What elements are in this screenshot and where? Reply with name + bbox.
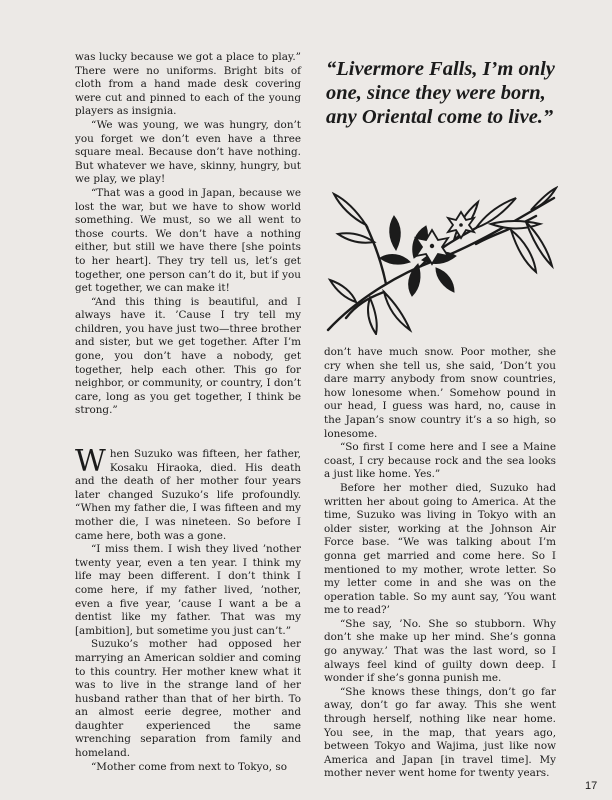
left-column-top bbox=[75, 51, 301, 418]
paragraph: Suzuko’s mother had opposed her marrying an American soldier and coming to this country. Her mother knew what it was to live in the strange land of her husband rather than that of her birth. To an almost eerie degree, mother and daughter experienced the same wrenching separation from family and homeland. bbox=[75, 638, 301, 760]
paragraph: Before her mother died, Suzuko had written her about going to America. At the time, Suzuko was living in Tokyo with an older sister, working at the Johnson Air Force base. “We was talking about I’m gonna get married and come here. So I mentioned to my mother, wrote letter. So my letter come in and she was on the operation table. So my aunt say, ’You want me to read?’ bbox=[324, 481, 556, 617]
paragraph: “That was a good in Japan, because we lost the war, but we have to show world something. We must, so we all went to those courts. We don’t have a nothing either, but still we have there [she points to her heart]. They try tell us, let’s get together, one person can’t do it, but if you get together, we can make it! bbox=[75, 186, 301, 295]
paragraph: “And this thing is beautiful, and I always have it. ’Cause I try tell my children, you have just two—three brother and sister, but we get together. After I’m gone, you don’t have a nobody, get together, help each other. This go for neighbor, or community, or country, I don’t care, long as you get together, I think be strong.” bbox=[75, 295, 301, 417]
paragraph-with-dropcap bbox=[75, 444, 301, 543]
right-column bbox=[324, 346, 556, 781]
paragraph: “We was young, we was hungry, don’t you forget we don’t even have a three square meal. Because don’t have nothing. But whatever we have, skinny, hungry, but we play, we play! bbox=[75, 118, 301, 186]
paragraph: “So first I come here and I see a Maine coast, I cry because rock and the sea looks a just like home. Yes.” bbox=[324, 441, 556, 481]
page-number: 17 bbox=[585, 780, 598, 792]
paragraph: “I miss them. I wish they lived ’nother twenty year, even a ten year. I think my life may been different. I don’t think I come here, if my father lived, ’nother, even a five year, ’cause I want a be a dentist like my father. That was my [ambition], but sometime you just can’t.” bbox=[75, 543, 301, 637]
paragraph: don’t have much snow. Poor mother, she cry when she tell us, she said, ’Don’t you dare marry anybody from snow countries, how lonesome when.’ Somehow pound in our head, I guess was hard, no, cause in the Japan’s snow country it’s a so high, so lonesome. bbox=[324, 346, 556, 440]
paragraph: “She say, ’No. She so stubborn. Why don’t she make up her mind. She’s gonna go anyway.’ That was the last word, so I always feel kind of guilty down deep. I wonder if she’s gonna punish me. bbox=[324, 617, 556, 685]
flowering-branch-illustration bbox=[326, 180, 558, 335]
paragraph: was lucky because we got a place to play.” There were no uniforms. Bright bits of cloth from a hand made desk covering were cut and pinned to each of the young players as insignia. bbox=[75, 51, 301, 118]
dropcap-letter: W bbox=[75, 444, 106, 479]
left-column-bottom bbox=[75, 444, 301, 774]
pull-quote: “Livermore Falls, I’m only one, since they were born, any Oriental come to live.” bbox=[326, 58, 555, 128]
paragraph: “She knows these things, don’t go far away, don’t go far away. This she went through herself, nothing like near home. You see, in the map, that years ago, between Tokyo and Wajima, just like now America and Japan [in travel time]. My mother never went home for twenty years. bbox=[324, 685, 556, 780]
dropcap-paragraph-text: hen Suzuko was fifteen, her father, Kosaku Hiraoka, died. His death and the death of her mother four years later changed Suzuko’s life profoundly. “When my father die, I was fifteen and my mother die, I was nineteen. So before I came here, both was a gone. bbox=[75, 448, 301, 542]
paragraph: “Mother come from next to Tokyo, so bbox=[91, 760, 288, 773]
